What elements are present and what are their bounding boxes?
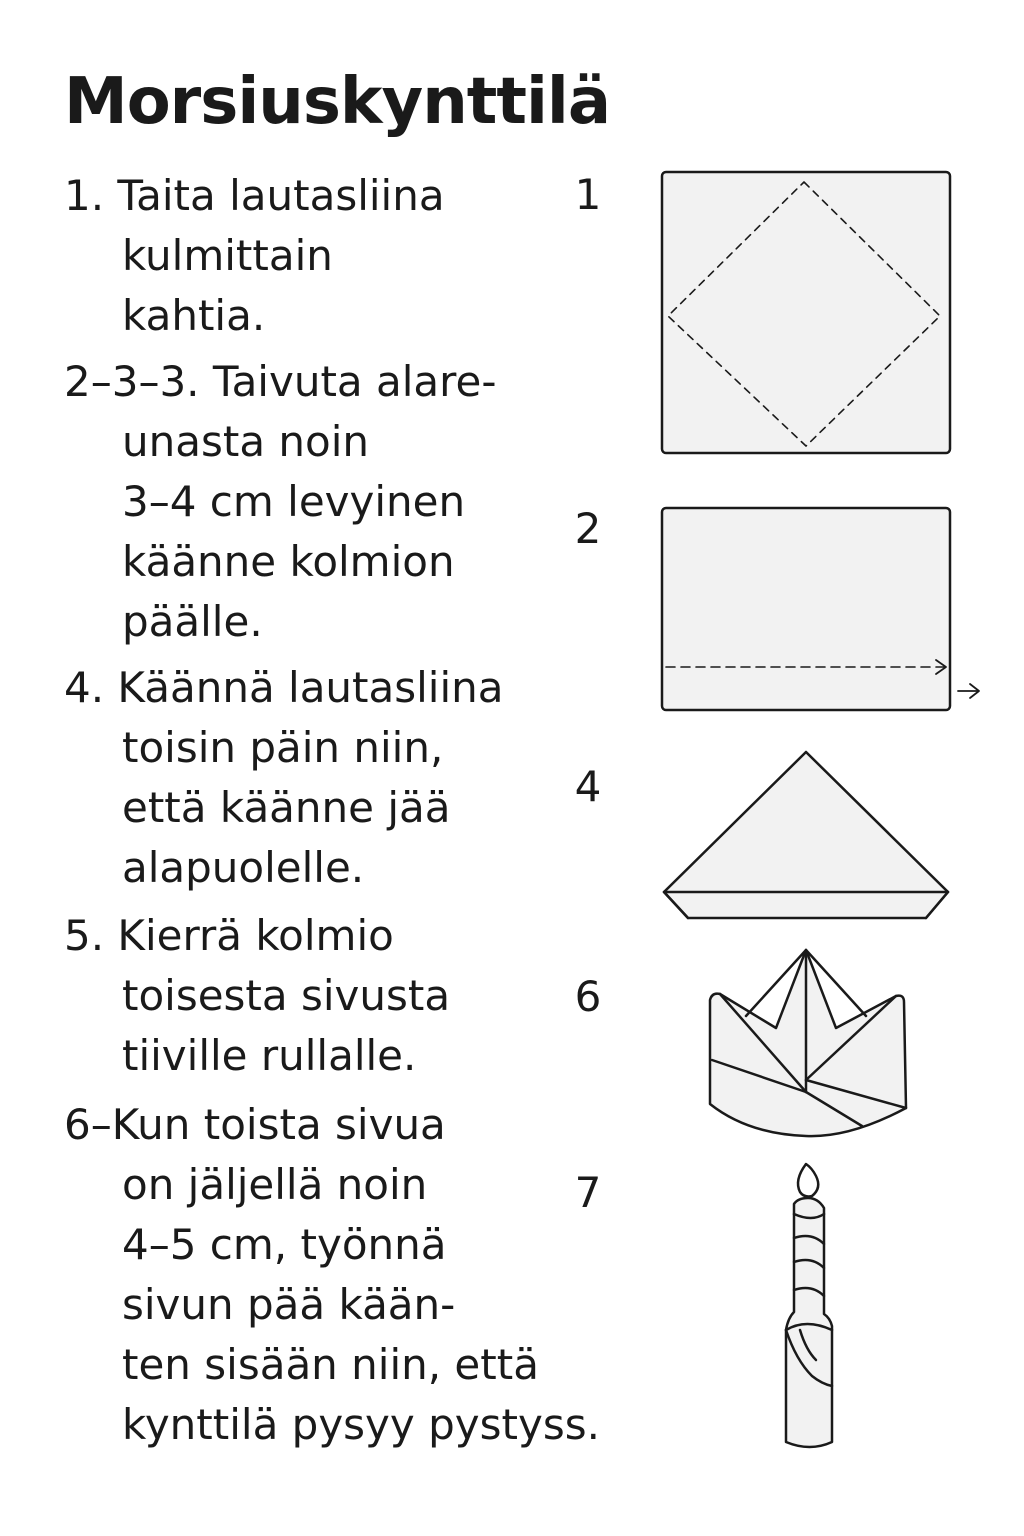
step-line: toisin päin niin, <box>122 723 444 772</box>
step-line: tiiville rullalle. <box>122 1031 417 1080</box>
triangle-fold-diagram <box>664 752 948 918</box>
crown-fold-diagram <box>710 950 906 1136</box>
step-line: 2–3–3. Taivuta alare- <box>64 357 497 406</box>
step-line: 6–Kun toista sivua <box>64 1100 446 1149</box>
step-line: 4. Käännä lautasliina <box>64 663 504 712</box>
diagram-number-1: 1 <box>574 170 602 219</box>
step-line: 1. Taita lautasliina <box>64 171 445 220</box>
step-line: ten sisään niin, että <box>122 1340 539 1389</box>
step-line: alapuolelle. <box>122 843 365 892</box>
step-line: kahtia. <box>122 291 266 340</box>
step-line: unasta noin <box>122 417 370 466</box>
step-line: että käänne jää <box>122 783 451 832</box>
step-line: on jäljellä noin <box>122 1160 428 1209</box>
step-line: sivun pää kään- <box>122 1280 456 1329</box>
step-line: kynttilä pysyy pystyss. <box>122 1400 600 1449</box>
step-line: toisesta sivusta <box>122 971 451 1020</box>
step-line: 4–5 cm, työnnä <box>122 1220 447 1269</box>
diagram-number-2: 2 <box>574 504 602 553</box>
page-title: Morsiuskynttilä <box>64 65 610 139</box>
diagram-number-6: 6 <box>574 972 602 1021</box>
napkin-fold-diagram <box>662 508 979 710</box>
step-line: kulmittain <box>122 231 333 280</box>
step-line: 3–4 cm levyinen <box>122 477 466 526</box>
step-line: 5. Kierrä kolmio <box>64 911 394 960</box>
step-line: päälle. <box>122 597 263 646</box>
diagram-number-7: 7 <box>574 1168 602 1217</box>
step-line: käänne kolmion <box>122 537 455 586</box>
napkin-square-diagram <box>662 172 950 453</box>
diagram-number-4: 4 <box>574 762 602 811</box>
candle-diagram <box>786 1164 832 1447</box>
